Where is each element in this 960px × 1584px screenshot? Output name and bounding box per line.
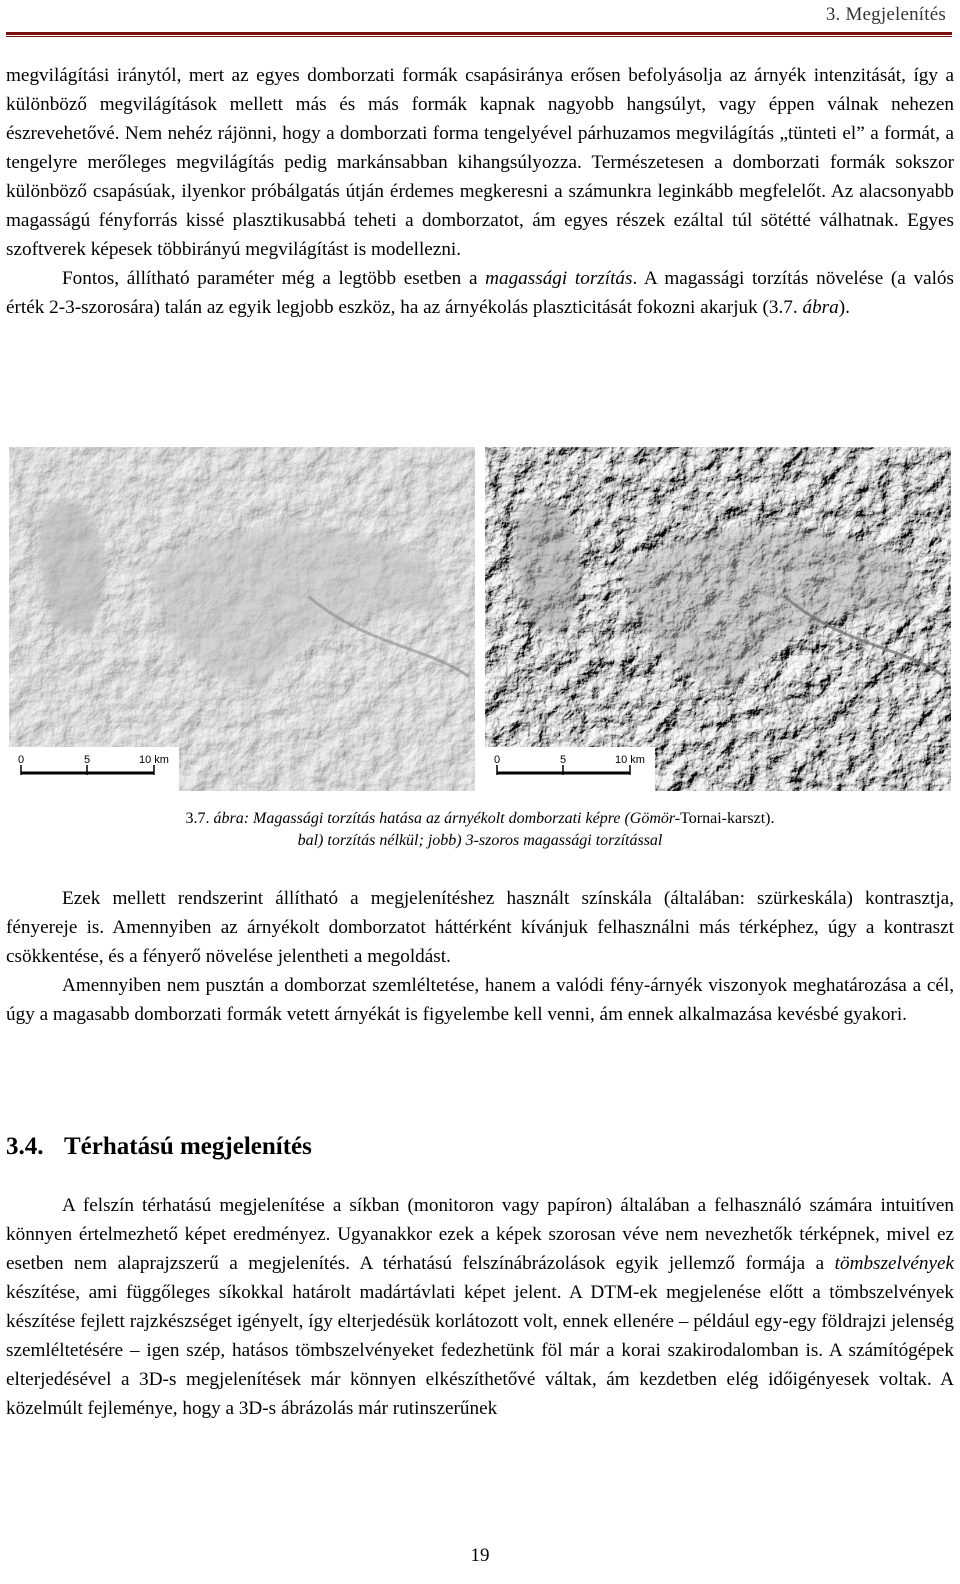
section-number: 3.4. — [6, 1133, 44, 1160]
text-run: Amennyiben nem pusztán a domborzat szemléltetése, hanem a valódi fény-árnyék viszonyok meghatározása a cél, úgy a magasabb domborzati formák vetett árnyékát is figyelembe kell venni, ám ennek alkalmazása kevésbé gyakori. — [6, 975, 954, 1025]
section-heading — [6, 1133, 312, 1161]
paragraph — [6, 61, 954, 264]
text-run: 3.7. — [185, 810, 214, 827]
paragraph — [6, 264, 954, 322]
hillshade-map-right — [485, 447, 951, 791]
text-run: megvilágítási iránytól, mert az egyes domborzati formák csapásiránya erősen befolyásolja az árnyék intenzitását, így a különböző megvilágítások mellett más és más formák kapnak nagyobb hangsúlyt, vagy éppen válnak nehezen észrevehetővé. Nem nehéz rájönni, hogy a domborzati forma tengelyével párhuzamos megvilágítás „tünteti el” a formát, a tengelyre merőleges megvilágítás pedig markánsabban kihangsúlyozza. Természetesen a domborzati formák sokszor különböző csapásúak, ilyenkor próbálgatás útján érdemes megkeresni a számunkra leginkább megfelelőt. Az alacsonyabb magasságú fényforrás kissé plasztikusabbá teheti a domborzatot, ám egyes részek ezáltal túl sötétté válhatnak. Egyes szoftverek képesek többirányú megvilágítást is modellezni. — [6, 65, 954, 260]
page-number: 19 — [470, 1545, 490, 1566]
scale-label-5: 5 — [83, 754, 91, 766]
scale-label-5: 5 — [559, 754, 567, 766]
text-run: Tornai-karszt). — [680, 810, 775, 827]
figure-hillshade-comparison — [9, 447, 951, 795]
text-run: A felszín térhatású megjelenítése a síkban (monitoron vagy papíron) általában a felhasználó számára intuitíven könnyen értelmezhető képet eredményez. Ugyanakkor ezek a képek szorosan véve nem nevezhetők térképnek, mivel ez esetben nem alaprajzszerű a megjelenítés. A térhatású felszínábrázolások egyik jellemző formája a — [6, 1195, 954, 1274]
text-run: Ezek mellett rendszerint állítható a megjelenítéshez használt színskála (általában: szürkeskála) kontrasztja, fényereje is. Amennyiben az árnyékolt domborzatot háttérként kívánjuk felhasználni más térképhez, úgy a kontraszt csökkentése, és a fényerő növelése jelentheti a megoldást. — [6, 888, 954, 967]
italic-text: magassági torzítás — [485, 268, 633, 289]
scale-label-0: 0 — [17, 754, 25, 766]
body-text-top — [6, 61, 954, 322]
hillshade-image — [9, 447, 475, 791]
italic-text: ábra — [802, 297, 839, 318]
body-text-bottom — [6, 1191, 954, 1423]
text-run: . A magassági torzítás növelése (a valós érték 2-3-szorosára) talán az egyik legjobb eszköz, ha az árnyékolás plaszticitását fokozni akarjuk (3.7. — [6, 268, 954, 318]
caption-line-2: bal) torzítás nélkül; jobb) 3-szoros magassági torzítással — [297, 832, 663, 849]
body-text-middle — [6, 884, 954, 1029]
caption-line-1 — [0, 808, 960, 830]
header-rule — [6, 32, 952, 35]
scale-label-10km: 10 km — [139, 754, 169, 766]
section-title: Térhatású megjelenítés — [64, 1133, 312, 1160]
header-title: 3. Megjelenítés — [825, 4, 946, 25]
paragraph — [6, 884, 954, 971]
page-header — [0, 0, 960, 38]
hillshade-map-left — [9, 447, 475, 791]
figure-caption — [0, 808, 960, 852]
text-run: Fontos, állítható paraméter még a legtöbb esetben a — [62, 268, 486, 289]
hillshade-image-exaggerated — [485, 447, 951, 791]
text-run: készítése, ami függőleges síkokkal határolt madártávlati képet jelent. A DTM-ek megjelenése előtt a tömbszelvények készítése fejlett rajzkészséget igényelt, így elterjedésük korlátozott volt, ennek ellenére – például egy-egy földrajzi jelenség szemléltetésére – igen szép, hatásos tömbszelvényeket fedezhetünk föl már a korai szakirodalomban is. A számítógépek elterjedésével a 3D-s megjelenítések már könnyen elkészíthetővé váltak, ám kezdetben elég időigényesek voltak. A közelmúlt fejleménye, hogy a 3D-s ábrázolás már rutinszerűnek — [6, 1282, 954, 1419]
paragraph — [6, 1191, 954, 1423]
paragraph — [6, 971, 954, 1029]
scale-label-10km: 10 km — [615, 754, 645, 766]
italic-text: tömbszelvények — [834, 1253, 954, 1274]
scale-label-0: 0 — [493, 754, 501, 766]
header-rule-thin — [6, 36, 952, 37]
text-run: ). — [838, 297, 850, 318]
italic-text: ábra: Magassági torzítás hatása az árnyékolt domborzati képre (Gömör- — [213, 810, 681, 827]
